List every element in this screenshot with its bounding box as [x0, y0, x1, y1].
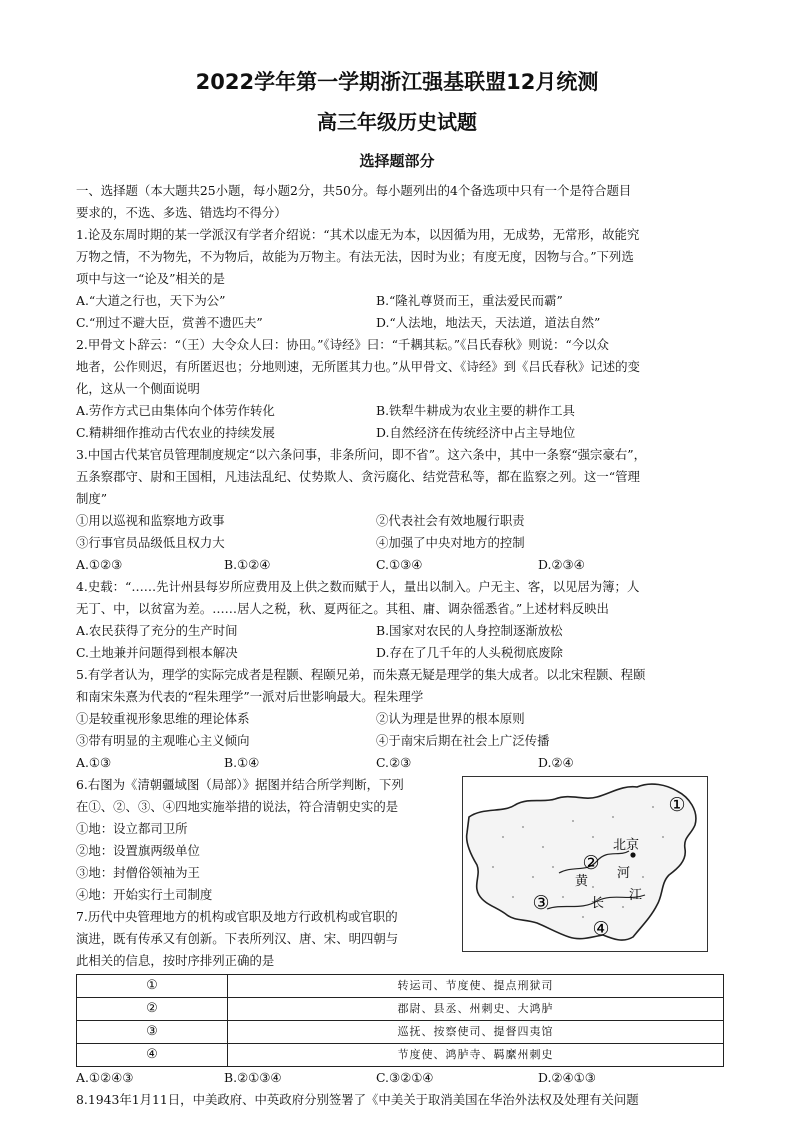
table-cell-key: ④: [77, 1044, 228, 1067]
exam-subtitle: 高三年级历史试题: [317, 110, 477, 134]
question-5-line: 5.有学者认为，理学的实际完成者是程颢、程颐兄弟，而朱熹无疑是理学的集大成者。以北宋程颢、程颐: [76, 667, 646, 682]
question-2-line: 地者，公作则迟，有所匿迟也；分地则速，无所匿其力也。”从甲骨文、《诗经》到《吕氏春秋》记述的变: [76, 359, 640, 374]
map-territory-shape: [467, 784, 696, 940]
map-label-beijing: 北京: [613, 838, 640, 853]
option: B.①④: [224, 755, 260, 770]
map-marker-2: ②: [582, 852, 600, 874]
option: A.①②③: [76, 557, 123, 572]
option: C.“刑过不避大臣，赏善不遗匹夫”: [76, 315, 263, 330]
statement: ①用以巡视和监察地方政事: [76, 513, 225, 528]
option: C.精耕细作推动古代农业的持续发展: [76, 425, 275, 440]
question-3-options: [76, 554, 724, 576]
question-5-line: 和南宋朱熹为代表的“程朱理学”一派对后世影响最大。程朱理学: [76, 689, 424, 704]
option: A.①③: [76, 755, 112, 770]
option: D.②④①③: [538, 1070, 596, 1085]
question-3-line: 五条察郡守、尉和王国相，凡违法乱纪、仗势欺人、贪污腐化、结党营私等，都在监察之列。这一“管理: [76, 469, 640, 484]
table-cell-key: ①: [77, 975, 228, 998]
option: D.②④: [538, 755, 574, 770]
question-2-options: [76, 400, 724, 444]
question-4-line: 无丁、中，以贫富为差。……居人之税，秋、夏两征之。其租、庸、调杂徭悉省。”上述材料反映出: [76, 601, 609, 616]
table-cell-value: 郡尉、县丞、州刺史、大鸿胪: [228, 998, 724, 1021]
option: D.存在了几千年的人头税彻底废除: [376, 645, 563, 660]
instructions-line: 一、选择题（本大题共25小题，每小题2分，共50分。每小题列出的4个备选项中只有一个是符合题目: [76, 183, 632, 198]
map-label-huang: 黄: [575, 874, 589, 889]
question-7-table: [76, 974, 724, 1067]
option: B.国家对农民的人身控制逐渐放松: [376, 623, 563, 638]
question-2-line: 2.甲骨文卜辞云：“（王）大令众人曰：协田。”《诗经》曰：“千耦其耘。”《吕氏春秋》则说：“今以众: [76, 337, 609, 352]
beijing-dot: [630, 852, 635, 857]
option: C.①③④: [376, 557, 423, 572]
option: B.“隆礼尊贤而王，重法爱民而霸”: [376, 293, 563, 308]
question-1-line: 1.论及东周时期的某一学派汉有学者介绍说：“其术以虚无为本，以因循为用，无成势，无常形，故能究: [76, 227, 640, 242]
instructions-line: 要求的，不选、多选、错选均不得分）: [76, 205, 287, 220]
question-6-line: 在①、②、③、④四地实施举措的说法，符合清朝史实的是: [76, 799, 399, 814]
section-title: 选择题部分: [359, 152, 435, 170]
question-7-line: 此相关的信息，按时序排列正确的是: [76, 953, 275, 968]
map-marker-4: ④: [592, 918, 610, 940]
statement: ④加强了中央对地方的控制: [376, 535, 525, 550]
question-7-options: [76, 1067, 724, 1089]
question-6-line: 6.右图为《清朝疆域图（局部）》据图并结合所学判断，下列: [76, 777, 404, 792]
question-6-statement: ①地：设立都司卫所: [76, 821, 188, 836]
question-5-statements: [76, 708, 724, 752]
map-label-jiang: 江: [629, 888, 643, 903]
question-6-statement: ②地：设置旗两级单位: [76, 843, 200, 858]
option: A.“大道之行也，天下为公”: [76, 293, 226, 308]
question-2-line: 化，这从一个侧面说明: [76, 381, 200, 396]
statement: ④于南宋后期在社会上广泛传播: [376, 733, 550, 748]
option: C.②③: [376, 755, 412, 770]
exam-title: 2022学年第一学期浙江强基联盟12月统测: [195, 70, 599, 94]
question-1-line: 万物之情，不为物先，不为物后，故能为万物主。有法无法，因时为业；有度无度，因物与合。”下列选: [76, 249, 634, 264]
question-3-line: 3.中国古代某官员管理制度规定“以六条问事，非条所问，即不省”。这六条中，其中一条察“强宗豪右”，: [76, 447, 646, 462]
statement: ②认为理是世界的根本原则: [376, 711, 525, 726]
question-3-statements: [76, 510, 724, 554]
question-4-line: 4.史载：“……先计州县每岁所应费用及上供之数而赋于人，量出以制入。户无主、客，以见居为簿；人: [76, 579, 640, 594]
table-row: [77, 1021, 724, 1044]
statement: ③行事官员品级低且权力大: [76, 535, 225, 550]
option: D.自然经济在传统经济中占主导地位: [376, 425, 576, 440]
table-cell-key: ③: [77, 1021, 228, 1044]
option: B.①②④: [224, 557, 271, 572]
question-8-line: 8.1943年1月11日，中美政府、中英政府分别签署了《中美关于取消美国在华治外法权及处理有关问题: [76, 1092, 639, 1107]
option: D.“人法地，地法天，天法道，道法自然”: [376, 315, 601, 330]
question-1-line: 项中与这一“论及”相关的是: [76, 271, 225, 286]
map-label-chang: 长: [591, 896, 605, 911]
statement: ①是较重视形象思维的理论体系: [76, 711, 250, 726]
option: B.②①③④: [224, 1070, 282, 1085]
option: A.劳作方式已由集体向个体劳作转化: [76, 403, 275, 418]
qing-territory-map: [462, 776, 708, 952]
question-3-line: 制度”: [76, 491, 108, 506]
statement: ②代表社会有效地履行职责: [376, 513, 525, 528]
table-row: [77, 1044, 724, 1067]
option: A.农民获得了充分的生产时间: [76, 623, 238, 638]
table-cell-value: 转运司、节度使、提点刑狱司: [228, 975, 724, 998]
question-5-options: [76, 752, 724, 774]
question-6-statement: ④地：开始实行土司制度: [76, 887, 213, 902]
question-4-options: [76, 620, 724, 664]
option: C.土地兼并问题得到根本解决: [76, 645, 238, 660]
question-7-line: 演进，既有传承又有创新。下表所列汉、唐、宋、明四朝与: [76, 931, 399, 946]
question-7-line: 7.历代中央管理地方的机构或官职及地方行政机构或官职的: [76, 909, 398, 924]
table-row: [77, 975, 724, 998]
table-cell-value: 巡抚、按察使司、提督四夷馆: [228, 1021, 724, 1044]
option: D.②③④: [538, 557, 585, 572]
table-row: [77, 998, 724, 1021]
question-1-options: [76, 290, 724, 334]
map-marker-1: ①: [668, 794, 686, 816]
question-6-statement: ③地：封僧俗领袖为王: [76, 865, 200, 880]
statement: ③带有明显的主观唯心主义倾向: [76, 733, 250, 748]
table-cell-value: 节度使、鸿胪寺、羁縻州刺史: [228, 1044, 724, 1067]
option: B.铁犁牛耕成为农业主要的耕作工具: [376, 403, 575, 418]
option: A.①②④③: [76, 1070, 134, 1085]
table-cell-key: ②: [77, 998, 228, 1021]
option: C.③②①④: [376, 1070, 434, 1085]
map-label-he: 河: [617, 866, 631, 881]
map-marker-3: ③: [532, 892, 550, 914]
questions-body: [76, 180, 724, 1111]
question-6-block: [76, 774, 724, 972]
